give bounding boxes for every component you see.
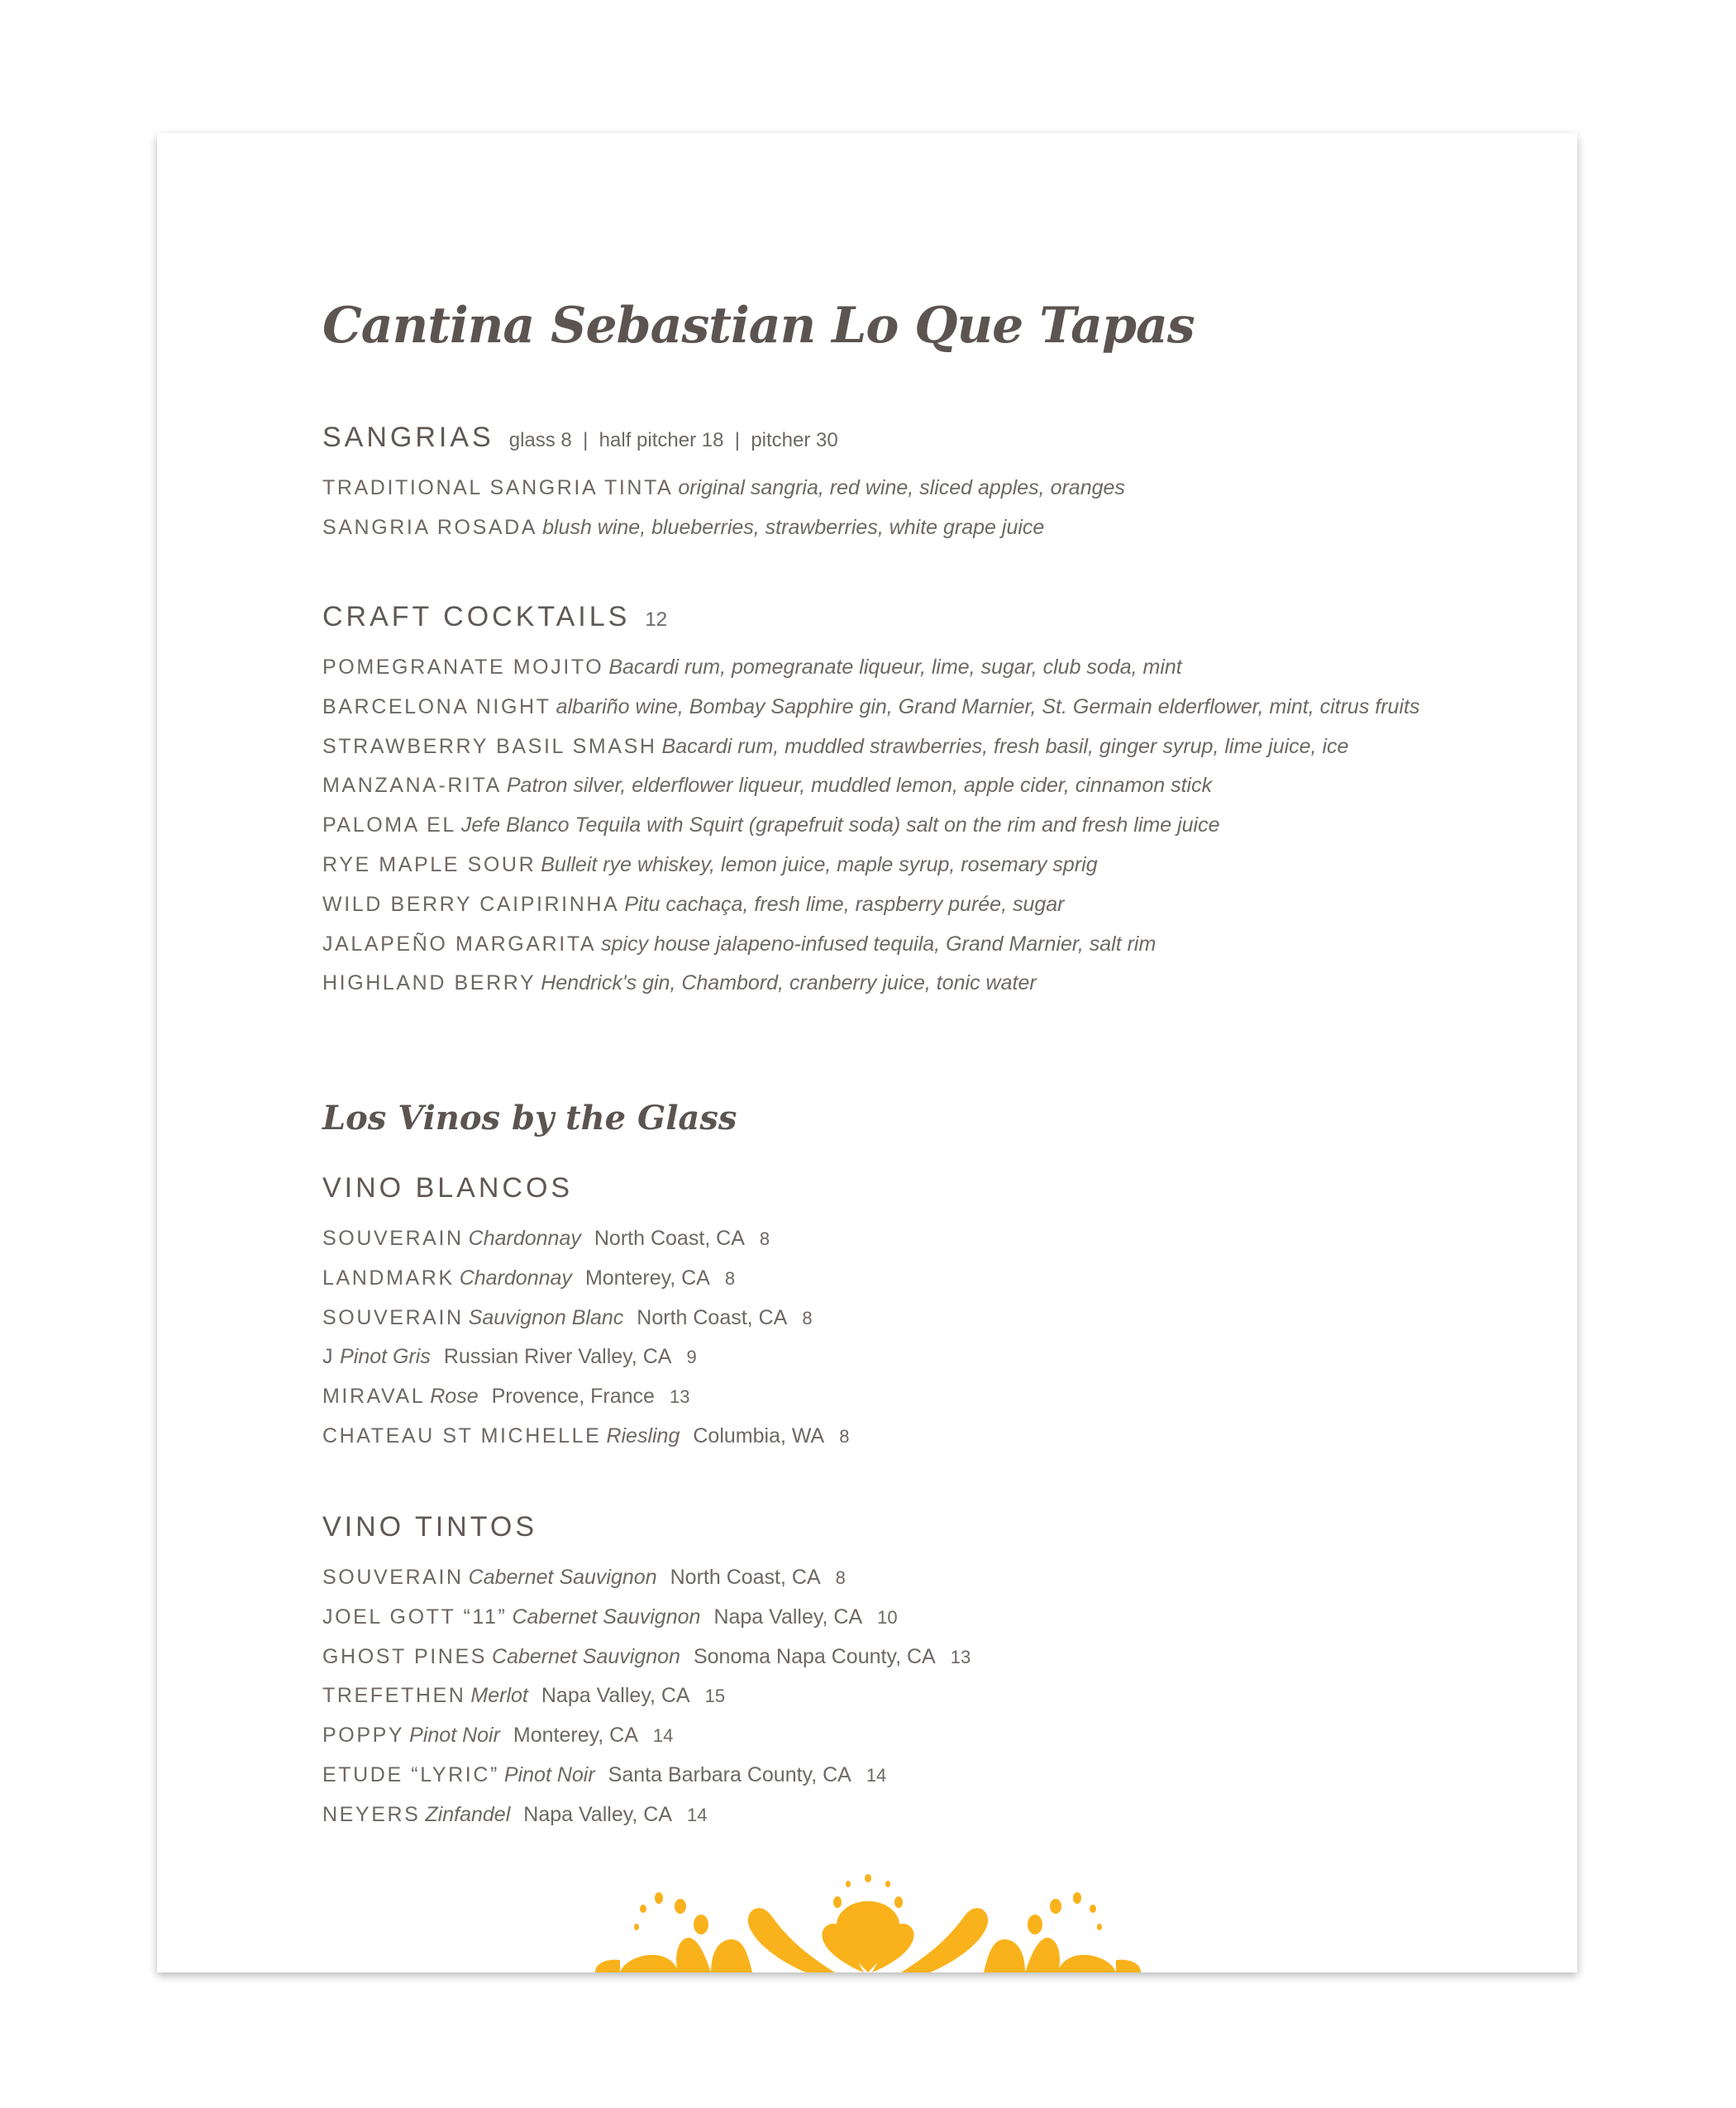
cocktail-list <box>322 647 1419 1003</box>
wine-price: 14 <box>652 1725 674 1747</box>
wine-price: 13 <box>669 1386 690 1408</box>
wine-price: 15 <box>704 1686 726 1707</box>
sangrias-heading: SANGRIAS <box>322 422 494 453</box>
section-heading <box>322 417 1125 468</box>
wine-varietal: Rose <box>430 1385 479 1409</box>
menu-item <box>322 468 1125 508</box>
wine-item <box>322 1795 971 1834</box>
item-name: SANGRIA ROSADA <box>322 515 538 539</box>
wine-item <box>322 1298 849 1338</box>
item-name: STRAWBERRY BASIL SMASH <box>322 734 657 758</box>
blancos-section <box>322 1167 849 1456</box>
item-name: TRADITIONAL SANGRIA TINTA <box>322 476 674 499</box>
wine-varietal: Chardonnay <box>459 1266 572 1290</box>
wine-region: Napa Valley, CA <box>523 1802 672 1826</box>
wine-price: 14 <box>687 1804 708 1825</box>
wine-region: Napa Valley, CA <box>713 1605 863 1629</box>
item-description: Jefe Blanco Tequila with Squirt (grapefruit soda) salt on the rim and fresh lime juice <box>460 813 1220 837</box>
wine-region: North Coast, CA <box>637 1305 788 1329</box>
wine-varietal: Pinot Gris <box>340 1345 431 1369</box>
blancos-heading: VINO BLANCOS <box>322 1172 574 1204</box>
cocktails-price: 12 <box>645 608 668 631</box>
wine-price: 8 <box>839 1425 850 1447</box>
wine-region: Monterey, CA <box>513 1724 638 1748</box>
menu-item <box>322 885 1419 924</box>
wine-varietal: Pinot Noir <box>409 1724 500 1748</box>
item-name: PALOMA EL <box>322 813 456 837</box>
wine-producer: ETUDE “LYRIC” <box>322 1762 499 1786</box>
wine-producer: CHATEAU ST MICHELLE <box>322 1424 602 1447</box>
wine-producer: SOUVERAIN <box>322 1566 464 1589</box>
wine-producer: SOUVERAIN <box>322 1227 464 1250</box>
wine-region: Columbia, WA <box>693 1424 825 1447</box>
menu-item <box>322 765 1419 805</box>
wine-item <box>322 1557 971 1597</box>
wine-varietal: Sauvignon Blanc <box>468 1305 624 1329</box>
wine-producer: J <box>322 1345 336 1369</box>
wine-varietal: Chardonnay <box>468 1227 581 1250</box>
wine-item <box>322 1755 971 1795</box>
wine-price: 8 <box>835 1567 846 1588</box>
wine-price: 14 <box>866 1764 887 1786</box>
wine-item <box>322 1376 849 1416</box>
wine-region: Sonoma Napa County, CA <box>693 1644 936 1668</box>
item-name: WILD BERRY CAIPIRINHA <box>322 892 620 916</box>
tintos-list <box>322 1557 971 1834</box>
item-description: Bacardi rum, muddled strawberries, fresh basil, ginger syrup, lime juice, ice <box>661 734 1349 758</box>
wine-price: 9 <box>686 1347 697 1368</box>
wine-item <box>322 1219 849 1258</box>
item-name: RYE MAPLE SOUR <box>322 852 537 876</box>
wine-producer: POPPY <box>322 1724 405 1748</box>
wine-varietal: Merlot <box>470 1684 528 1708</box>
wine-price: 8 <box>802 1307 813 1328</box>
blancos-list <box>322 1219 849 1456</box>
item-name: POMEGRANATE MOJITO <box>322 656 604 679</box>
wine-region: Santa Barbara County, CA <box>608 1762 851 1786</box>
menu-item <box>322 727 1419 766</box>
menu-item <box>322 805 1419 845</box>
menu-title: Cantina Sebastian Lo Que Tapas <box>322 297 1195 355</box>
item-description: original sangria, red wine, sliced apples, oranges <box>678 476 1125 499</box>
wine-producer: LANDMARK <box>322 1266 455 1290</box>
cocktails-heading: CRAFT COCKTAILS <box>322 601 631 632</box>
wine-price: 10 <box>877 1606 898 1628</box>
wine-varietal: Cabernet Sauvignon <box>492 1644 680 1668</box>
wine-producer: NEYERS <box>322 1802 421 1826</box>
floral-ornament-icon <box>595 1869 1141 1972</box>
menu-item <box>322 963 1419 1003</box>
wine-item <box>322 1337 849 1376</box>
wine-varietal: Cabernet Sauvignon <box>512 1605 701 1629</box>
wine-item <box>322 1258 849 1298</box>
wine-producer: SOUVERAIN <box>322 1305 464 1329</box>
item-name: JALAPEÑO MARGARITA <box>322 932 597 956</box>
wine-producer: JOEL GOTT “11” <box>322 1605 508 1629</box>
menu-page <box>157 133 1577 1972</box>
wine-varietal: Cabernet Sauvignon <box>468 1566 657 1589</box>
sangrias-prices: glass 8 | half pitcher 18 | pitcher 30 <box>508 429 838 451</box>
wine-price: 8 <box>759 1228 770 1249</box>
item-name: MANZANA-RITA <box>322 774 502 798</box>
cocktails-section <box>322 596 1419 1003</box>
wine-item <box>322 1715 971 1755</box>
wine-price: 13 <box>950 1646 971 1667</box>
item-description: blush wine, blueberries, strawberries, white grape juice <box>542 515 1045 539</box>
wine-region: North Coast, CA <box>594 1227 745 1250</box>
wine-item <box>322 1637 971 1676</box>
item-description: Patron silver, elderflower liqueur, muddled lemon, apple cider, cinnamon stick <box>506 774 1213 798</box>
menu-item <box>322 845 1419 885</box>
wine-item <box>322 1676 971 1715</box>
wine-region: North Coast, CA <box>670 1566 821 1589</box>
sangria-list <box>322 468 1125 547</box>
sangrias-section <box>322 417 1125 547</box>
wine-producer: TREFETHEN <box>322 1684 466 1708</box>
wine-region: Russian River Valley, CA <box>443 1345 672 1369</box>
wine-region: Monterey, CA <box>584 1266 710 1290</box>
item-description: spicy house jalapeno-infused tequila, Grand Marnier, salt rim <box>601 932 1157 956</box>
item-name: HIGHLAND BERRY <box>322 971 537 995</box>
tintos-heading: VINO TINTOS <box>322 1511 538 1543</box>
item-description: Bacardi rum, pomegranate liqueur, lime, sugar, club soda, mint <box>608 656 1182 679</box>
menu-item <box>322 687 1419 727</box>
section-heading <box>322 596 1419 647</box>
wine-producer: MIRAVAL <box>322 1385 426 1409</box>
item-name: BARCELONA NIGHT <box>322 694 551 718</box>
item-description: Bulleit rye whiskey, lemon juice, maple syrup, rosemary sprig <box>541 852 1098 876</box>
wines-title: Los Vinos by the Glass <box>322 1099 737 1137</box>
wine-producer: GHOST PINES <box>322 1644 488 1668</box>
wine-region: Provence, France <box>491 1385 655 1409</box>
wine-varietal: Riesling <box>606 1424 680 1447</box>
menu-item <box>322 647 1419 687</box>
wine-varietal: Zinfandel <box>425 1802 511 1826</box>
wine-varietal: Pinot Noir <box>503 1762 595 1786</box>
menu-item <box>322 924 1419 964</box>
wine-price: 8 <box>724 1267 736 1289</box>
menu-item <box>322 508 1125 547</box>
item-description: albariño wine, Bombay Sapphire gin, Grand Marnier, St. Germain elderflower, mint, citrus fruits <box>556 694 1420 718</box>
wine-item <box>322 1416 849 1456</box>
wine-region: Napa Valley, CA <box>541 1684 690 1708</box>
item-description: Pitu cachaça, fresh lime, raspberry purée, sugar <box>624 892 1065 916</box>
item-description: Hendrick's gin, Chambord, cranberry juice, tonic water <box>541 971 1037 995</box>
tintos-section <box>322 1506 971 1834</box>
wine-item <box>322 1597 971 1637</box>
